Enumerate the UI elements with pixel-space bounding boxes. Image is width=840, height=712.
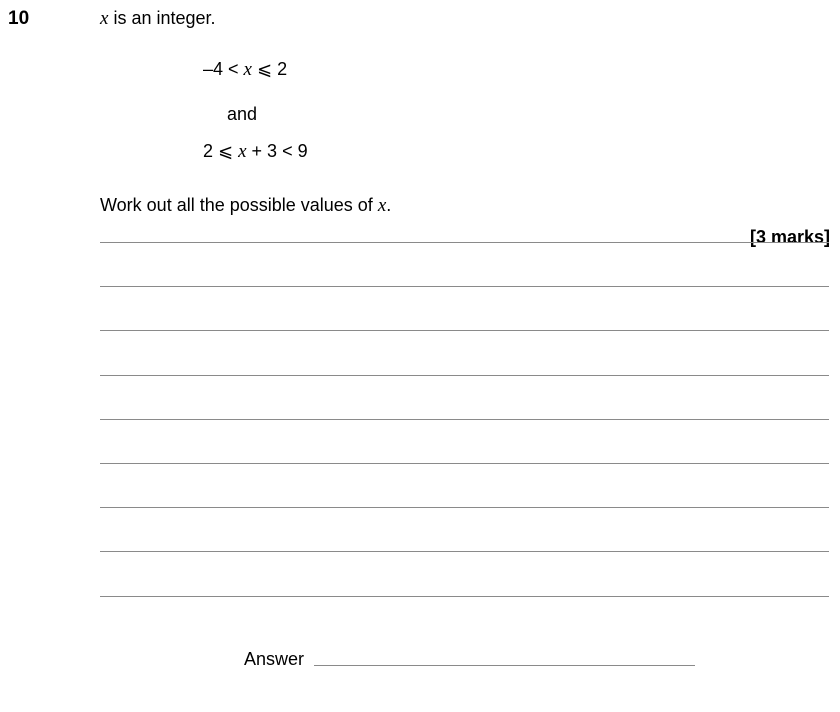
- variable-x: x: [238, 141, 247, 162]
- working-line: [100, 242, 829, 243]
- variable-x: x: [377, 195, 387, 216]
- inequality-1-right: ⩽ 2: [251, 59, 288, 79]
- working-line: [100, 286, 829, 287]
- marks-label: [3 marks]: [749, 227, 830, 247]
- inequality-2-right: + 3 < 9: [246, 141, 308, 161]
- working-line: [100, 330, 829, 331]
- working-line: [100, 419, 829, 420]
- working-line: [100, 463, 829, 464]
- instruction-end: .: [386, 195, 392, 215]
- variable-x: x: [243, 59, 252, 80]
- question-intro: [100, 8, 216, 30]
- inequality-1-left: –4 <: [203, 59, 244, 79]
- question-instruction: [100, 195, 391, 217]
- answer-line[interactable]: [314, 665, 695, 666]
- instruction-text: Work out all the possible values of: [100, 195, 378, 215]
- working-line: [100, 507, 829, 508]
- inequality-1: [203, 59, 287, 81]
- working-line: [100, 596, 829, 597]
- question-number: 10: [8, 8, 30, 29]
- inequality-2: [203, 141, 308, 163]
- working-line: [100, 375, 829, 376]
- answer-label: Answer: [244, 649, 305, 669]
- intro-text: is an integer.: [108, 8, 216, 28]
- connector-and: and: [227, 104, 258, 124]
- inequality-2-left: 2 ⩽: [203, 141, 239, 161]
- variable-x: x: [100, 8, 109, 29]
- working-line: [100, 551, 829, 552]
